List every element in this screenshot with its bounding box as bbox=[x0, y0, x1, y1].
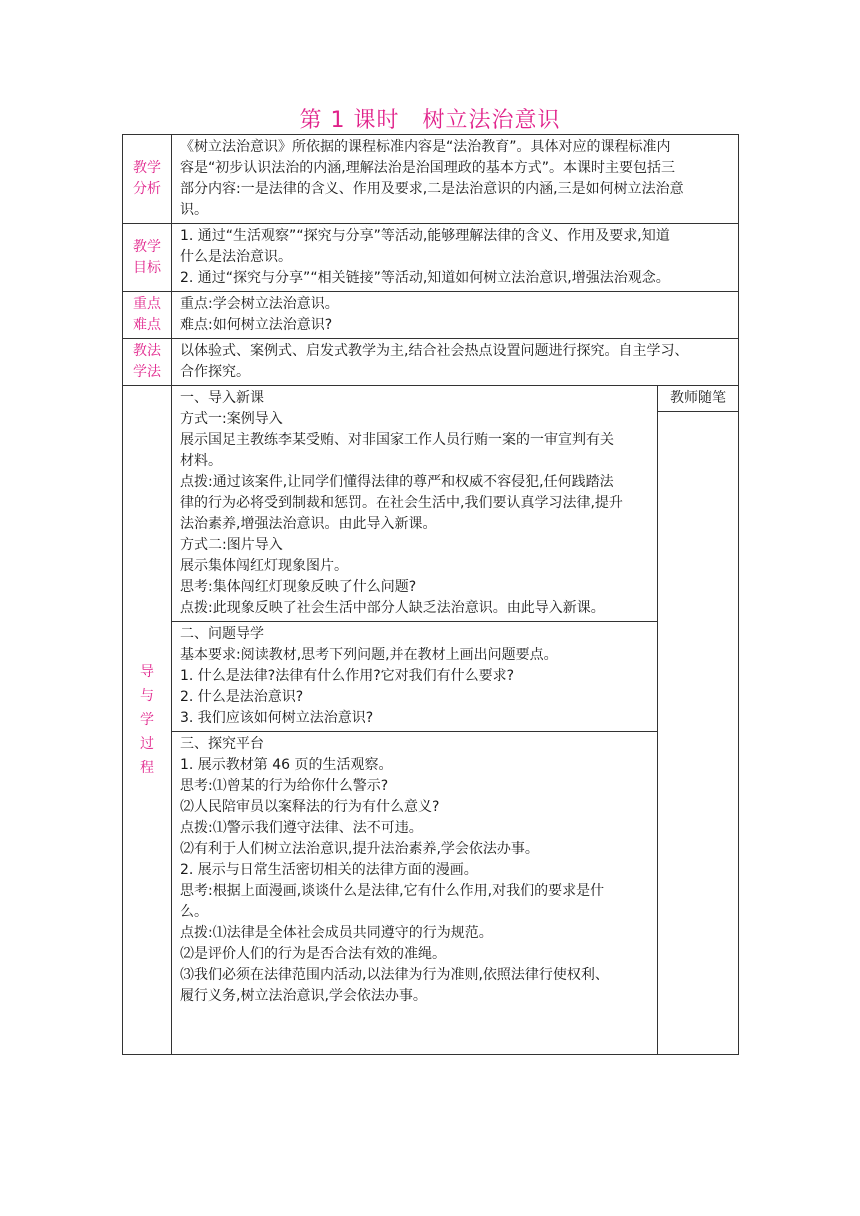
exploration-section: 三、探究平台 1. 展示教材第 46 页的生活观察。 思考:⑴曾某的行为给你什么警示? ⑵人民陪审员以案释法的行为有什么意义? 点拨:⑴警示我们遵守法律、法不可违。 ⑵有利于人们树立法治意识,提升法治素养,学会依法办事。 2. 展示与日常生活密切相关的法律方面的漫画。 思考:根据上面漫画,谈谈什么是法律,它有什么作用,对我们的要求是什 么。 点拨:⑴法律是全体社会成员共同遵守的行为规范。 ⑵是评价人们的行为是否合法有效的准绳。 ⑶我们必须在法律范围内活动,以法律为行为准则,依照法律行使权利、 履行义务,树立法治意识,学会依法办事。 bbox=[172, 731, 657, 1009]
goals-content: 1. 通过“生活观察”“探究与分享”等活动,能够理解法律的含义、作用及要求,知道 什么是法治意识。 2. 通过“探究与分享”“相关链接”等活动,知道如何树立法治意识,增强法治观念。 bbox=[172, 224, 739, 292]
process-content bbox=[172, 386, 658, 1055]
key-points-row bbox=[123, 292, 739, 339]
goals-row bbox=[123, 224, 739, 292]
methods-label: 教法 学法 bbox=[123, 339, 172, 386]
guided-questions-section: 二、问题导学 基本要求:阅读教材,思考下列问题,并在教材上画出问题要点。 1. 什么是法律?法律有什么作用?它对我们有什么要求? 2. 什么是法治意识? 3. 我们应该如何树立法治意识? bbox=[172, 621, 657, 731]
lesson-plan-table bbox=[122, 134, 739, 1055]
goals-label: 教学 目标 bbox=[123, 224, 172, 292]
methods-content: 以体验式、案例式、启发式教学为主,结合社会热点设置问题进行探究。自主学习、 合作探究。 bbox=[172, 339, 739, 386]
methods-row bbox=[123, 339, 739, 386]
teacher-notes-column bbox=[658, 386, 739, 1055]
process-label: 导 与 学 过 程 bbox=[123, 386, 172, 1055]
page-title: 第 1 课时 树立法治意识 bbox=[299, 108, 561, 133]
key-points-label: 重点 难点 bbox=[123, 292, 172, 339]
intro-section: 一、导入新课 方式一:案例导入 展示国足主教练李某受贿、对非国家工作人员行贿一案的一审宣判有关 材料。 点拨:通过该案件,让同学们懂得法律的尊严和权威不容侵犯,任何践踏法 律的行为必将受到制裁和惩罚。在社会生活中,我们要认真学习法律,提升 法治素养,增强法治意识。由此导入新课。 方式二:图片导入 展示集体闯红灯现象图片。 思考:集体闯红灯现象反映了什么问题? 点拨:此现象反映了社会生活中部分人缺乏法治意识。由此导入新课。 bbox=[180, 390, 623, 616]
process-row bbox=[123, 386, 739, 1055]
key-points-content: 重点:学会树立法治意识。 难点:如何树立法治意识? bbox=[172, 292, 739, 339]
teacher-notes-header: 教师随笔 bbox=[658, 386, 738, 412]
analysis-row bbox=[123, 135, 739, 224]
analysis-content: 《树立法治意识》所依据的课程标准内容是“法治教育”。具体对应的课程标准内 容是“初步认识法治的内涵,理解法治是治国理政的基本方式”。本课时主要包括三 部分内容:一是法律的含义、作用及要求,二是法治意识的内涵,三是如何树立法治意 识。 bbox=[172, 135, 739, 224]
analysis-label: 教学 分析 bbox=[123, 135, 172, 224]
